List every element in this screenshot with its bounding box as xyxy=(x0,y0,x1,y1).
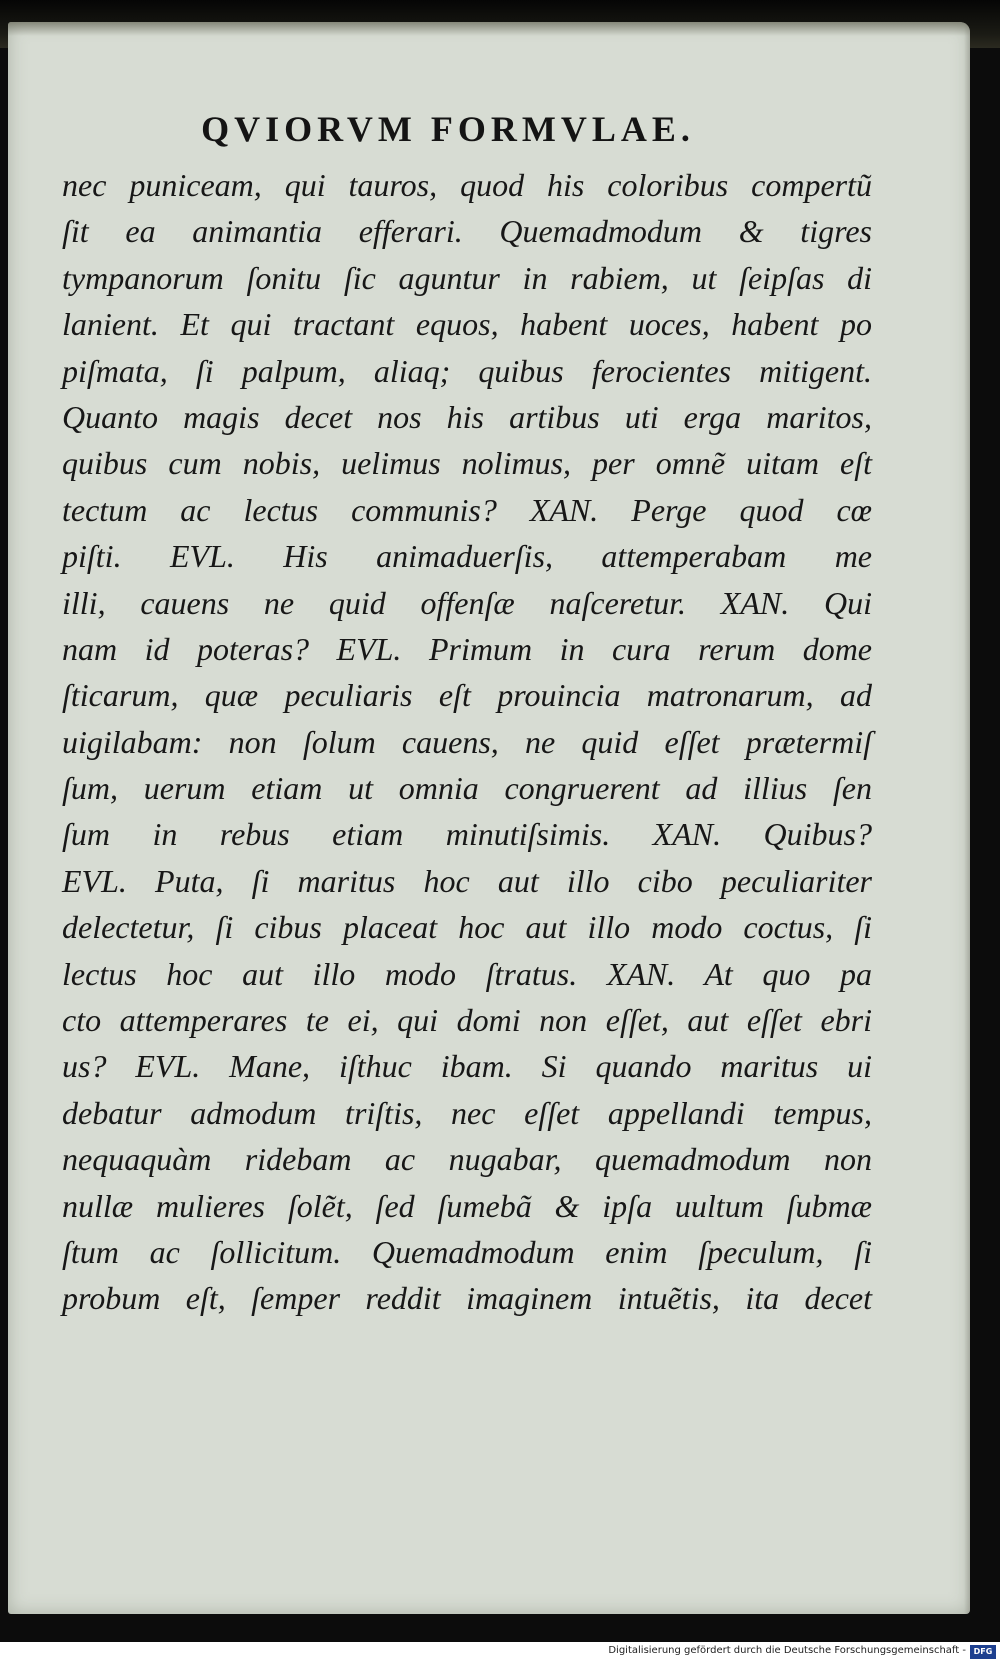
text-line: ſticarum, quæ peculiaris eſt prouincia matronarum, ad xyxy=(62,677,872,714)
text-line: ſtum ac ſollicitum. Quemadmodum enim ſpeculum, ſi xyxy=(62,1233,872,1270)
text-line: tectum ac lectus communis? XAN. Perge quod cœ xyxy=(62,491,872,528)
text-line: nec puniceam, qui tauros, quod his coloribus compertũ xyxy=(62,167,872,203)
text-line: probum eſt, ſemper reddit imaginem intuẽtis, ita decet xyxy=(62,1280,872,1317)
text-line: cto attemperares te ei, qui domi non eſſet, aut eſſet ebri xyxy=(62,1002,872,1039)
running-head: QVIORVM FORMVLAE. xyxy=(201,109,695,149)
page-edge-shadow xyxy=(964,22,970,1614)
text-line: EVL. Puta, ſi maritus hoc aut illo cibo peculiariter xyxy=(62,862,872,899)
text-line: nequaquàm ridebam ac nugabar, quemadmodum non xyxy=(62,1141,872,1178)
text-line: lectus hoc aut illo modo ſtratus. XAN. At quo pa xyxy=(62,955,872,992)
text-line: nullæ mulieres ſolẽt, ſed ſumebã & ipſa uultum ſubmæ xyxy=(62,1187,872,1224)
body-text xyxy=(62,162,872,1322)
text-line: ſum in rebus etiam minutiſsimis. XAN. Quibus? xyxy=(62,816,872,853)
footer-bar xyxy=(0,1642,1000,1663)
text-line: tympanorum ſonitu ſic aguntur in rabiem, ut ſeipſas di xyxy=(62,259,872,296)
text-line: quibus cum nobis, uelimus nolimus, per omnẽ uitam eſt xyxy=(62,445,872,482)
footer-credit: Digitalisierung gefördert durch die Deutsche Forschungsgemeinschaft - xyxy=(608,1645,966,1656)
text-line: Quanto magis decet nos his artibus uti erga maritos, xyxy=(62,398,872,435)
text-line: piſmata, ſi palpum, aliaq; quibus ferocientes mitigent. xyxy=(62,352,872,389)
book-page xyxy=(8,22,970,1614)
text-line: debatur admodum triſtis, nec eſſet appellandi tempus, xyxy=(62,1094,872,1131)
text-line: lanient. Et qui tractant equos, habent uoces, habent po xyxy=(62,306,872,343)
text-line: illi, cauens ne quid offenſæ naſceretur. XAN. Qui xyxy=(62,584,872,621)
dfg-logo-icon: DFG xyxy=(970,1645,996,1659)
text-line: nam id poteras? EVL. Primum in cura rerum dome xyxy=(62,630,872,667)
text-line: piſti. EVL. His animaduerſis, attemperabam me xyxy=(62,538,872,575)
text-line: ſum, uerum etiam ut omnia congruerent ad illius ſen xyxy=(62,770,872,807)
text-line: us? EVL. Mane, iſthuc ibam. Si quando maritus ui xyxy=(62,1048,872,1085)
text-line: uigilabam: non ſolum cauens, ne quid eſſet prætermiſ xyxy=(62,723,872,760)
text-line: delectetur, ſi cibus placeat hoc aut illo modo coctus, ſi xyxy=(62,909,872,946)
text-line: ſit ea animantia efferari. Quemadmodum & tigres xyxy=(62,213,872,250)
